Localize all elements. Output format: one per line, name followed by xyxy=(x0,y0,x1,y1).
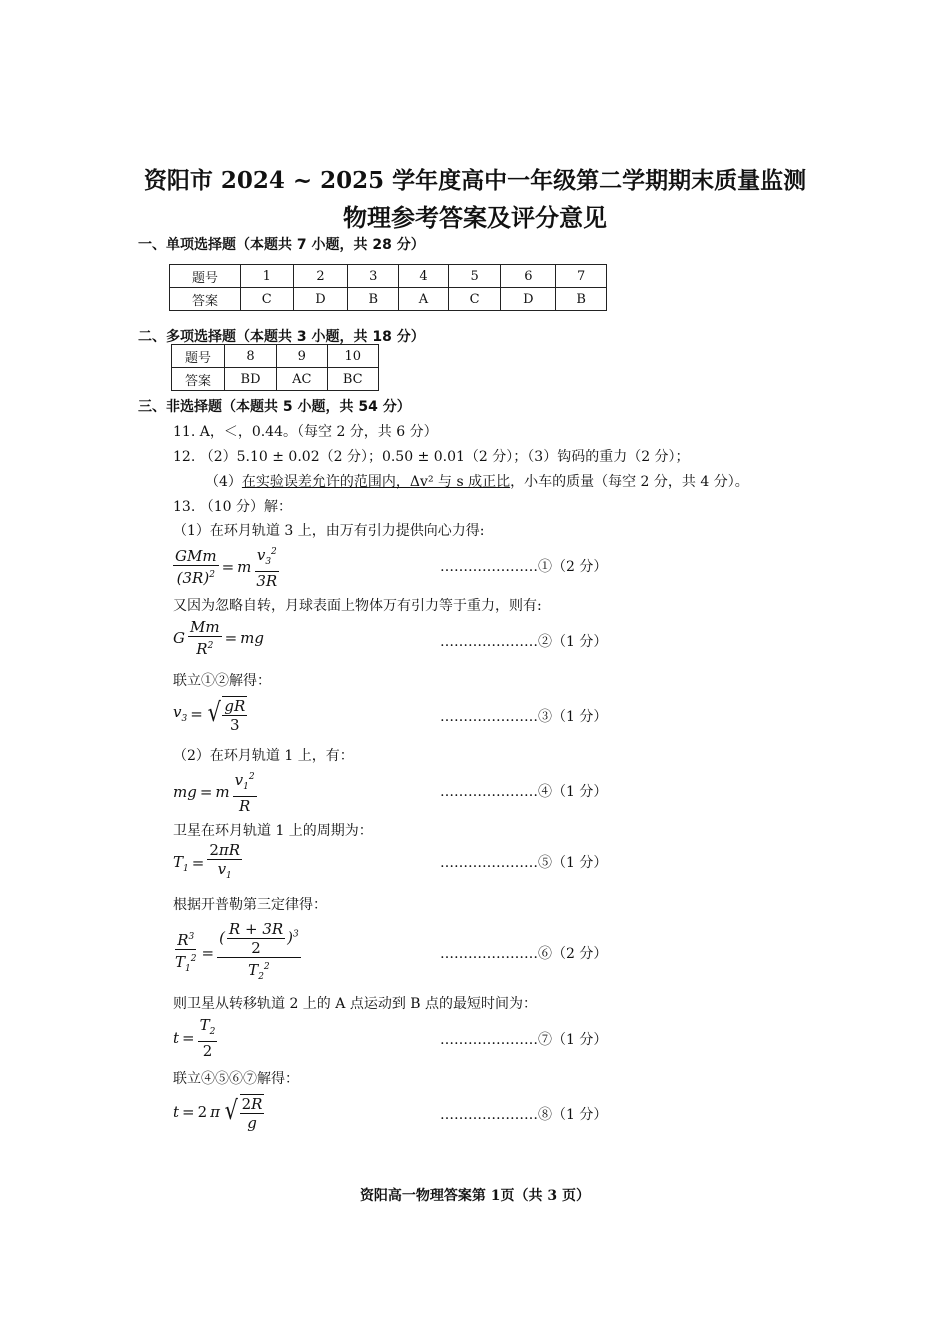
q12-underlined-answer: 在实验误差允许的范围内，Δv² 与 s 成正比 xyxy=(241,474,511,490)
equation-5: $T_1$ = $\frac{2\pi R}{v_1}$ xyxy=(173,841,241,881)
page-footer: 资阳高一物理答案第 1页（共 3 页） xyxy=(359,1188,591,1204)
answer-cell: C xyxy=(241,288,294,311)
answer-cell: A xyxy=(399,288,449,311)
score-mark-3: …………………③（1 分） xyxy=(440,709,608,725)
q13-text-6: 根据开普勒第三定律得： xyxy=(173,897,327,913)
page-title: 资阳市 2024 ~ 2025 学年度高中一年级第二学期期末质量监测 xyxy=(143,167,807,194)
equation-1: $\frac{\text{GMm}}{(3R)^2}$ = m $\frac{v_3^2}{3R}$ xyxy=(173,543,279,590)
question-number: 8 xyxy=(225,345,277,368)
answer-q12-line1: 12. （2）5.10 ± 0.02（2 分）；0.50 ± 0.01（2 分）；（3）钩码的重力（2 分）； xyxy=(173,449,690,465)
row-label: 答案 xyxy=(172,368,225,391)
equation-7: t = $\frac{T_2}{2}$ xyxy=(173,1016,216,1060)
table-row xyxy=(172,345,379,368)
question-number: 7 xyxy=(556,265,607,288)
score-mark-6: …………………⑥（2 分） xyxy=(440,946,608,962)
question-number: 3 xyxy=(348,265,399,288)
score-mark-5: …………………⑤（1 分） xyxy=(440,855,608,871)
q12-part-label: （4） xyxy=(205,474,242,490)
answer-cell: BC xyxy=(327,368,379,391)
section1-heading: 一、单项选择题（本题共 7 小题，共 28 分） xyxy=(138,237,425,253)
q13-text-3: 联立①②解得： xyxy=(173,673,271,689)
score-mark-8: …………………⑧（1 分） xyxy=(440,1107,608,1123)
q13-text-4: （2）在环月轨道 1 上，有： xyxy=(173,748,354,764)
equation-4: mg = m $\frac{v_1^2}{R}$ xyxy=(173,768,257,815)
q12-suffix: ，小车的质量（每空 2 分，共 4 分）。 xyxy=(510,474,749,490)
page-subtitle: 物理参考答案及评分意见 xyxy=(343,204,607,232)
answer-cell: C xyxy=(448,288,501,311)
single-choice-table xyxy=(169,264,607,311)
row-label: 题号 xyxy=(170,265,241,288)
score-mark-2: …………………②（1 分） xyxy=(440,634,608,650)
answer-cell: AC xyxy=(277,368,327,391)
multi-choice-table xyxy=(171,344,379,391)
q13-text-5: 卫星在环月轨道 1 上的周期为： xyxy=(173,823,373,839)
question-number: 2 xyxy=(293,265,348,288)
score-mark-7: …………………⑦（1 分） xyxy=(440,1032,608,1048)
answer-cell: B xyxy=(348,288,399,311)
question-number: 9 xyxy=(277,345,327,368)
equation-3: $v_3$ = √ $\frac{gR}{3}$ xyxy=(173,697,246,734)
section3-heading: 三、非选择题（本题共 5 小题，共 54 分） xyxy=(138,399,411,415)
equation-6: $\frac{R^3}{T_1^2}$ = ( $\frac{R + 3R}{2}$ )$^3$ $T_2^2$ xyxy=(175,920,299,982)
question-number: 10 xyxy=(327,345,379,368)
question-number: 1 xyxy=(241,265,294,288)
question-number: 6 xyxy=(501,265,556,288)
q13-text-2: 又因为忽略自转，月球表面上物体万有引力等于重力，则有: xyxy=(173,598,542,614)
answer-q11: 11. A，＜，0.44。（每空 2 分，共 6 分） xyxy=(173,424,438,440)
table-row xyxy=(172,368,379,391)
answer-cell: D xyxy=(501,288,556,311)
equation-8: t = 2 π √ $\frac{2R}{g}$ xyxy=(173,1095,263,1132)
answer-q13-heading: 13. （10 分）解： xyxy=(173,499,292,515)
q13-text-7: 则卫星从转移轨道 2 上的 A 点运动到 B 点的最短时间为： xyxy=(173,996,538,1012)
row-label: 答案 xyxy=(170,288,241,311)
q13-text-8: 联立④⑤⑥⑦解得： xyxy=(173,1071,299,1087)
answer-cell: D xyxy=(293,288,348,311)
q13-text-1: （1）在环月轨道 3 上，由万有引力提供向心力得: xyxy=(173,523,485,539)
table-row xyxy=(170,265,607,288)
answer-cell: BD xyxy=(225,368,277,391)
score-mark-4: …………………④（1 分） xyxy=(440,784,608,800)
equation-2: G $\frac{Mm}{R^2}$ = mg xyxy=(173,618,264,658)
row-label: 题号 xyxy=(172,345,225,368)
answer-cell: B xyxy=(556,288,607,311)
score-mark-1: …………………①（2 分） xyxy=(440,559,608,575)
question-number: 4 xyxy=(399,265,449,288)
section2-heading: 二、多项选择题（本题共 3 小题，共 18 分） xyxy=(138,329,425,345)
question-number: 5 xyxy=(448,265,501,288)
table-row xyxy=(170,288,607,311)
answer-q12-line2 xyxy=(205,471,749,491)
